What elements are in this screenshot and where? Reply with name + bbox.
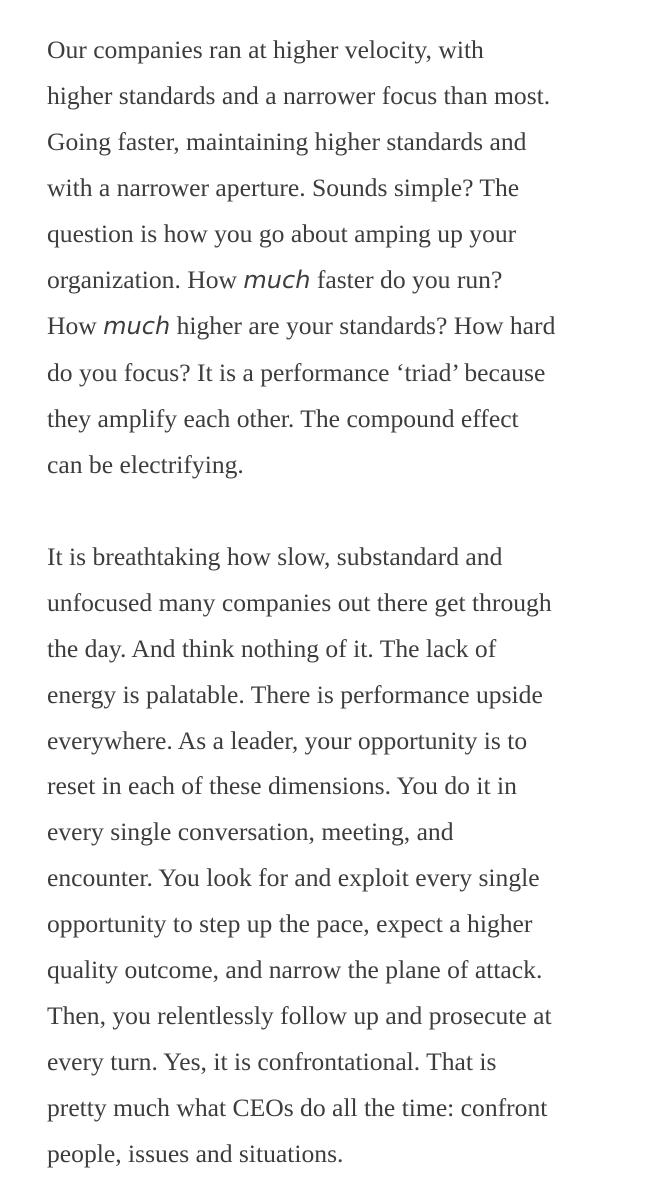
text-line xyxy=(47,257,637,304)
text-line: do you focus? It is a performance ‘triad’ because xyxy=(47,358,546,388)
text-line: can be electrifying. xyxy=(47,450,244,480)
paragraph-1 xyxy=(47,27,637,488)
text-line: It is breathtaking how slow, substandard and xyxy=(47,541,503,571)
text-line: pretty much what CEOs do all the time: confront xyxy=(47,1092,548,1122)
text-line: opportunity to step up the pace, expect a higher xyxy=(47,909,533,939)
text-segment: organization. How xyxy=(47,264,244,294)
text-line xyxy=(47,303,637,350)
text-line: every turn. Yes, it is confrontational. That is xyxy=(47,1046,497,1076)
text-line: encounter. You look for and exploit every single xyxy=(47,863,540,893)
paragraph-2 xyxy=(47,534,637,1177)
text-line: reset in each of these dimensions. You do it in xyxy=(47,771,517,801)
text-line: question is how you go about amping up your xyxy=(47,218,517,248)
text-line: unfocused many companies out there get through xyxy=(47,587,552,617)
text-segment: faster do you run? xyxy=(310,264,503,294)
emphasis-much: much xyxy=(103,312,171,341)
text-segment: higher are your standards? How hard xyxy=(170,311,556,341)
text-segment: How xyxy=(47,311,104,341)
text-line: the day. And think nothing of it. The lack of xyxy=(47,633,497,663)
text-line: with a narrower aperture. Sounds simple? The xyxy=(47,172,520,202)
text-line: people, issues and situations. xyxy=(47,1138,344,1168)
emphasis-much: much xyxy=(243,265,311,294)
text-line: Our companies ran at higher velocity, with xyxy=(47,35,484,64)
text-line: they amplify each other. The compound effect xyxy=(47,404,519,434)
text-line: quality outcome, and narrow the plane of attack. xyxy=(47,955,543,985)
text-line: every single conversation, meeting, and xyxy=(47,817,454,847)
text-line: energy is palatable. There is performance upside xyxy=(47,679,543,709)
text-line: higher standards and a narrower focus than most. xyxy=(47,80,551,110)
text-line: Then, you relentlessly follow up and prosecute at xyxy=(47,1001,552,1031)
article-body xyxy=(47,27,637,1177)
text-line: everywhere. As a leader, your opportunity is to xyxy=(47,725,528,755)
text-line: Going faster, maintaining higher standards and xyxy=(47,126,527,156)
